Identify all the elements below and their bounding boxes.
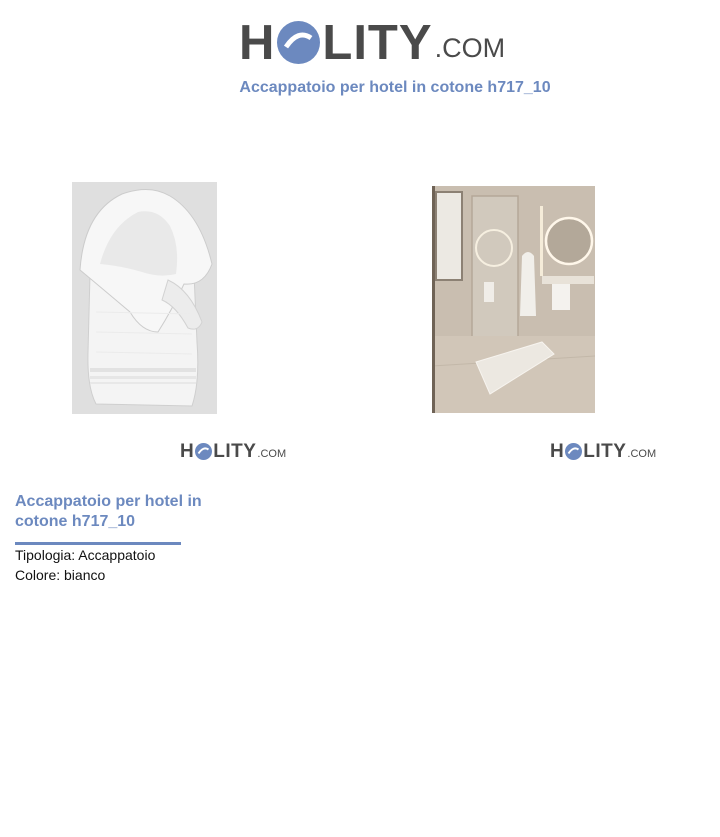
logo-domain: .COM — [434, 33, 506, 63]
holity-logo-small — [550, 440, 656, 462]
logo-o-icon — [277, 21, 320, 64]
logo-text-lity: LITY — [322, 16, 433, 70]
bathrobe-image — [72, 182, 217, 414]
logo-domain: .COM — [257, 448, 287, 460]
product-heading: Accappatoio per hotel in cotone h717_10 — [15, 493, 202, 530]
spec-color: Colore: bianco — [15, 567, 106, 583]
holity-logo-small — [180, 440, 286, 462]
logo-domain: .COM — [627, 448, 657, 460]
spec-type: Tipologia: Accappatoio — [15, 547, 156, 563]
holity-logo[interactable] — [239, 14, 505, 68]
logo-text-lity: LITY — [213, 441, 257, 462]
logo-o-icon — [195, 443, 212, 460]
logo-text-h: H — [239, 16, 276, 70]
logo-text-h: H — [180, 441, 195, 462]
page-title: Accappatoio per hotel in cotone h717_10 — [239, 79, 551, 96]
hotel-bathroom-image — [432, 186, 595, 413]
logo-text-h: H — [550, 441, 565, 462]
logo-o-icon — [565, 443, 582, 460]
logo-text-lity: LITY — [583, 441, 627, 462]
heading-divider — [15, 542, 181, 545]
